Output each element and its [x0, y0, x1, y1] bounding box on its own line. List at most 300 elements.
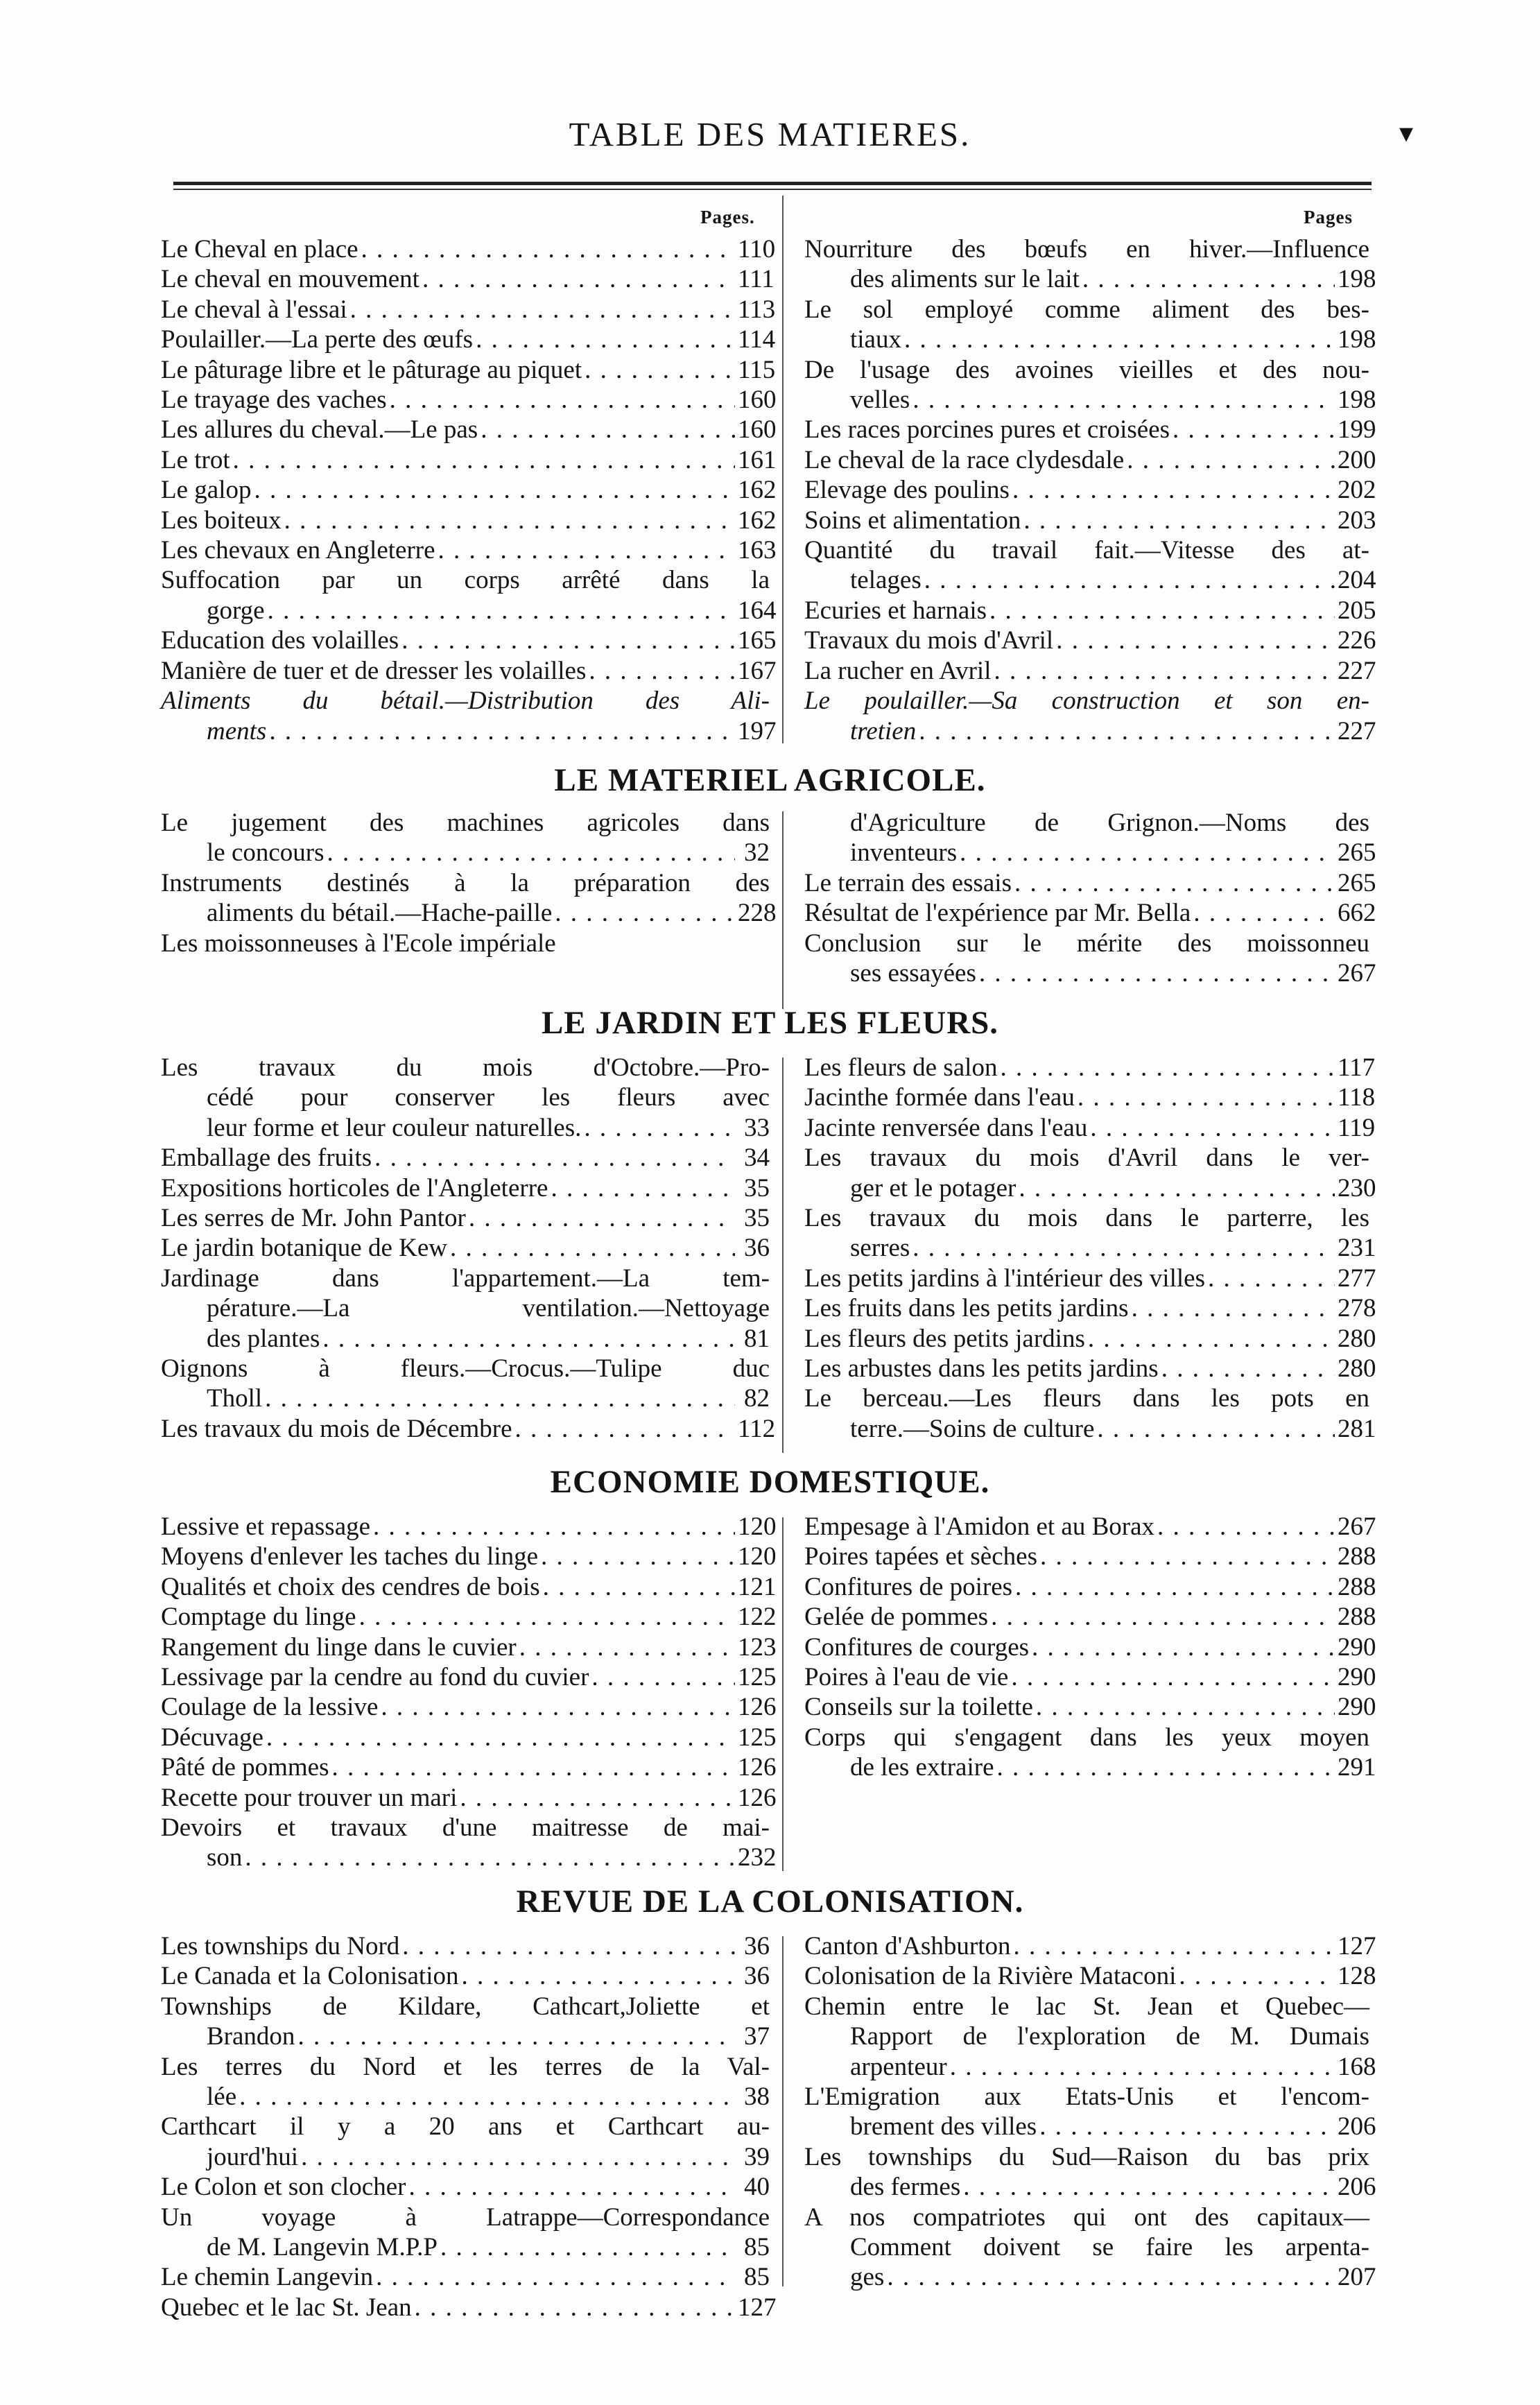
page-number: 197 — [738, 716, 777, 745]
dot-leader — [994, 656, 1335, 686]
toc-entry-line — [161, 2172, 770, 2202]
page-number: 288 — [1338, 1542, 1376, 1571]
dot-leader — [376, 2262, 735, 2292]
toc-entry — [161, 535, 777, 565]
page-number: 127 — [738, 2293, 777, 2322]
toc-entry-title: Le trot — [161, 445, 230, 474]
column-divider — [782, 1058, 784, 1453]
toc-entry — [161, 2203, 770, 2263]
toc-entry-title: Le Cheval en place — [161, 235, 358, 264]
page-title: TABLE DES MATIERES. — [569, 115, 971, 153]
page-number: 110 — [738, 235, 776, 264]
toc-entry-title: gorge — [207, 596, 265, 625]
toc-entry-line — [804, 1233, 1376, 1263]
toc-entry-title: Ecuries et harnais — [804, 596, 987, 625]
dot-leader — [359, 1602, 735, 1632]
toc-entry-title: Gelée de pommes — [804, 1603, 989, 1632]
toc-entry-line — [804, 1632, 1376, 1662]
toc-entry-line — [161, 1723, 777, 1752]
toc-entry — [804, 234, 1376, 295]
dot-leader — [1039, 2112, 1335, 2141]
page-number: 265 — [1338, 868, 1376, 897]
toc-entry-line — [161, 1692, 777, 1722]
toc-column-left — [161, 1512, 777, 1873]
page-number: 206 — [1338, 2112, 1376, 2141]
toc-entry-line — [161, 596, 777, 626]
section-title: ECONOMIE DOMESTIQUE. — [550, 1464, 990, 1500]
toc-entry-title: Empesage à l'Amidon et au Borax — [804, 1512, 1154, 1541]
page-number: 232 — [738, 1843, 777, 1872]
toc-entry-line — [804, 1961, 1376, 1991]
toc-entry-title: Manière de tuer et de dresser les volailles — [161, 656, 587, 685]
toc-entry — [161, 1992, 770, 2052]
dot-leader — [1208, 1264, 1335, 1293]
page-number: 203 — [1338, 506, 1376, 535]
page-number: 198 — [1338, 265, 1376, 294]
toc-entry-title: Les allures du cheval.—Le pas — [161, 415, 478, 445]
toc-entry-title: Les townships du Nord — [161, 1932, 400, 1960]
toc-entry-line: Le sol employé comme aliment des bes- — [804, 295, 1369, 324]
toc-entry-title: des fermes — [850, 2173, 961, 2202]
toc-entry-title: jourd'hui — [207, 2142, 299, 2171]
page-number: 126 — [738, 1753, 777, 1782]
page-number: 267 — [1338, 959, 1376, 988]
toc-entry — [161, 415, 777, 445]
toc-entry — [161, 565, 777, 626]
toc-entry — [161, 808, 770, 868]
dot-leader — [381, 1692, 735, 1722]
dot-leader — [991, 1602, 1335, 1632]
toc-entry-line — [804, 1602, 1376, 1632]
toc-entry-title: Les chevaux en Angleterre — [161, 536, 435, 565]
toc-entry — [161, 506, 777, 535]
page-number: 198 — [1338, 386, 1376, 415]
dot-leader — [1014, 868, 1335, 898]
toc-entry-line — [804, 2172, 1376, 2202]
toc-entry-title: des plantes — [207, 1324, 320, 1353]
dot-leader — [585, 355, 735, 385]
toc-entry-line — [161, 1602, 777, 1632]
page-number: 207 — [1338, 2263, 1376, 2292]
toc-entry — [804, 808, 1376, 868]
page-number: 122 — [738, 1603, 777, 1632]
toc-entry-line: Les terres du Nord et les terres de la Val- — [161, 2052, 770, 2081]
toc-entry — [161, 264, 775, 294]
dot-leader — [374, 1143, 735, 1173]
toc-entry-line: Les townships du Sud—Raison du bas prix — [804, 2142, 1369, 2171]
toc-entry-line — [161, 415, 777, 445]
toc-entry — [804, 1083, 1376, 1112]
toc-entry-line — [161, 1931, 770, 1961]
toc-column-left — [161, 1931, 777, 2322]
dot-leader — [1036, 1692, 1335, 1722]
toc-entry-line: Townships de Kildare, Cathcart,Joliette et — [161, 1992, 770, 2021]
toc-entry-line — [161, 1233, 770, 1263]
toc-entry-title: Les serres de Mr. John Pantor — [161, 1204, 466, 1233]
toc-entry-title: Les races porcines pures et croisées — [804, 415, 1170, 445]
dot-leader — [450, 1233, 735, 1263]
toc-entry-title: Les fleurs de salon — [804, 1053, 998, 1082]
dot-leader — [1040, 1542, 1335, 1571]
toc-entry-title: serres — [850, 1234, 910, 1263]
section-title: REVUE DE LA COLONISATION. — [516, 1884, 1024, 1920]
page-number: 281 — [1338, 1414, 1376, 1443]
dot-leader — [989, 596, 1335, 626]
toc-entry — [161, 1572, 777, 1602]
toc-entry-title: Rangement du linge dans le cuvier — [161, 1632, 517, 1662]
toc-entry-line — [161, 1324, 770, 1354]
toc-entry-title: Conseils sur la toilette — [804, 1693, 1033, 1722]
toc-entry-title: Les travaux du mois de Décembre — [161, 1414, 512, 1443]
dot-leader — [401, 626, 735, 655]
toc-entry-title: Elevage des poulins — [804, 476, 1010, 505]
toc-entry-title: Les moissonneuses à l'Ecole impériale — [161, 929, 556, 958]
toc-entry-title: Le terrain des essais — [804, 868, 1012, 897]
toc-entry — [161, 2052, 770, 2112]
toc-entry — [161, 656, 777, 686]
dot-leader — [1161, 1354, 1335, 1383]
toc-entry-line — [161, 385, 777, 415]
dot-leader — [1014, 1931, 1335, 1961]
page-number: 119 — [1338, 1113, 1376, 1142]
column-divider — [782, 811, 784, 1009]
toc-entry-line — [161, 506, 777, 535]
toc-entry-line — [161, 1542, 777, 1571]
toc-entry-title: son — [207, 1843, 243, 1872]
toc-entry-line — [804, 1053, 1376, 1083]
toc-entry-title: tretien — [850, 716, 917, 745]
page-number: 200 — [1338, 445, 1376, 474]
page-number: 126 — [738, 1693, 777, 1722]
page-number: 168 — [1338, 2052, 1376, 2081]
toc-entry-line — [804, 475, 1376, 505]
toc-entry — [161, 2262, 770, 2292]
toc-entry-line — [161, 1414, 776, 1444]
toc-entry-title: Tholl — [207, 1384, 263, 1413]
toc-column-right — [804, 1053, 1376, 1444]
page-number: 128 — [1338, 1962, 1376, 1991]
toc-entry-line: d'Agriculture de Grignon.—Noms des — [850, 809, 1369, 837]
toc-entry — [161, 1602, 777, 1632]
toc-entry-line — [804, 565, 1376, 595]
toc-entry-title: Canton d'Ashburton — [804, 1932, 1011, 1960]
toc-entry-line — [161, 295, 776, 325]
toc-entry-line — [804, 1931, 1376, 1961]
toc-entry-title: Pâté de pommes — [161, 1753, 329, 1782]
toc-entry — [161, 1053, 770, 1143]
toc-column-left — [161, 808, 777, 958]
dot-leader — [373, 1512, 735, 1542]
toc-entry — [161, 626, 777, 655]
dot-leader — [422, 264, 735, 294]
dot-leader — [912, 1233, 1335, 1263]
toc-entry-line — [804, 596, 1376, 626]
toc-entry-line: Oignons à fleurs.—Crocus.—Tulipe duc — [161, 1354, 770, 1383]
toc-entry — [161, 445, 777, 475]
dot-leader — [1015, 1572, 1335, 1602]
dot-leader — [515, 1414, 735, 1444]
toc-entry-line: Le jugement des machines agricoles dans — [161, 809, 770, 837]
page-number: 125 — [738, 1663, 777, 1692]
page-number: 113 — [738, 295, 776, 324]
page-number: 278 — [1338, 1294, 1376, 1323]
toc-entry-line — [161, 2142, 770, 2172]
header-rule-thin — [173, 189, 1372, 190]
toc-entry-line — [804, 1113, 1376, 1143]
toc-entry-line: De l'usage des avoines vieilles et des nou- — [804, 355, 1369, 384]
toc-entry-title: velles — [850, 386, 910, 415]
toc-entry-title: lée — [207, 2083, 237, 2112]
dot-leader — [963, 2172, 1335, 2202]
toc-entry-line — [804, 445, 1376, 475]
dot-leader — [254, 475, 735, 505]
toc-entry-line: Instruments destinés à la préparation des — [161, 868, 770, 897]
section-title: LE JARDIN ET LES FLEURS. — [541, 1005, 999, 1041]
pages-label-left: Pages. — [700, 207, 755, 227]
toc-entry-line: Les travaux du mois d'Octobre.—Pro- — [161, 1053, 770, 1082]
page-number: 82 — [744, 1384, 770, 1413]
toc-entry — [804, 1383, 1376, 1444]
toc-entry-line — [161, 1203, 770, 1233]
toc-entry-title: Confitures de poires — [804, 1572, 1013, 1601]
dot-leader — [361, 234, 735, 264]
page-number: 288 — [1338, 1603, 1376, 1632]
toc-entry-title: Poulailler.—La perte des œufs — [161, 325, 474, 354]
dot-leader — [1012, 475, 1335, 505]
toc-entry — [161, 1354, 770, 1414]
toc-entry-line — [804, 325, 1376, 354]
dot-leader — [476, 325, 735, 354]
toc-entry-line — [804, 656, 1376, 686]
toc-entry — [161, 1203, 770, 1233]
toc-entry-title: Lessive et repassage — [161, 1512, 371, 1541]
toc-entry-line — [804, 415, 1376, 445]
page-number: 85 — [744, 2233, 770, 2262]
toc-entry-line — [804, 2052, 1376, 2082]
toc-entry-title: Quebec et le lac St. Jean — [161, 2293, 412, 2322]
page-number: 280 — [1338, 1354, 1376, 1383]
toc-entry-line — [804, 1324, 1376, 1354]
toc-entry-title: Le pâturage libre et le pâturage au piquet — [161, 355, 582, 384]
page-number: 35 — [744, 1204, 770, 1233]
toc-entry — [161, 234, 776, 264]
toc-entry — [161, 1542, 777, 1571]
toc-entry — [804, 1662, 1376, 1692]
toc-entry — [804, 1354, 1376, 1383]
dot-leader — [519, 1632, 735, 1662]
toc-entry — [804, 1572, 1376, 1602]
toc-entry — [804, 1203, 1376, 1264]
dot-leader — [1127, 445, 1335, 475]
dot-leader — [245, 1843, 735, 1872]
toc-entry-title: Le cheval à l'essai — [161, 295, 347, 324]
page-number: 280 — [1338, 1324, 1376, 1353]
toc-entry-title: Education des volailles — [161, 626, 399, 655]
toc-entry-line: Devoirs et travaux d'une maitresse de mai- — [161, 1813, 770, 1843]
page-number: 662 — [1338, 899, 1376, 928]
toc-entry-line: Corps qui s'engagent dans les yeux moyen — [804, 1723, 1369, 1752]
toc-entry-line — [161, 535, 777, 565]
page-number: 123 — [738, 1632, 777, 1662]
toc-entry-title: ger et le potager — [850, 1173, 1016, 1202]
toc-entry — [161, 325, 776, 354]
toc-entry — [804, 1053, 1376, 1083]
toc-entry — [804, 1542, 1376, 1571]
toc-entry-line — [161, 1383, 770, 1413]
toc-entry — [804, 2142, 1376, 2203]
toc-entry-line — [161, 716, 777, 746]
dot-leader — [440, 2232, 735, 2262]
page-number: 267 — [1338, 1512, 1376, 1541]
toc-entry-title: Recette pour trouver un mari — [161, 1783, 458, 1812]
toc-entry-line — [804, 1572, 1376, 1602]
dot-leader — [1078, 1083, 1335, 1112]
dot-leader — [233, 445, 735, 475]
page-number: 120 — [738, 1512, 777, 1541]
toc-entry-line — [804, 1512, 1376, 1542]
toc-entry-line — [804, 264, 1376, 294]
dot-leader — [555, 898, 735, 928]
toc-entry — [161, 2293, 777, 2322]
toc-entry-title: Moyens d'enlever les taches du linge — [161, 1542, 539, 1571]
toc-entry-line: Un voyage à Latrappe—Correspondance — [161, 2203, 770, 2232]
toc-entry-title: Le trayage des vaches — [161, 386, 387, 415]
toc-entry-line — [161, 445, 777, 475]
page-number: 290 — [1338, 1693, 1376, 1722]
toc-entry-line — [804, 2262, 1376, 2292]
page-number: 164 — [738, 596, 777, 625]
column-divider — [782, 1936, 784, 2286]
dot-leader — [460, 1783, 735, 1813]
toc-entry-line — [161, 1113, 770, 1143]
dot-leader — [327, 838, 735, 868]
dot-leader — [301, 2142, 735, 2172]
dot-leader — [1019, 1173, 1335, 1203]
toc-entry-title: Les fruits dans les petits jardins — [804, 1294, 1129, 1323]
toc-entry-line — [161, 1843, 777, 1872]
dot-leader — [904, 325, 1335, 354]
dot-leader — [1056, 626, 1335, 655]
toc-entry-line — [804, 1662, 1376, 1692]
toc-entry — [804, 868, 1376, 898]
page-number: 111 — [738, 265, 775, 294]
dot-leader — [1179, 1961, 1335, 1991]
toc-entry — [161, 929, 770, 958]
toc-entry-line — [804, 958, 1376, 988]
dot-leader — [269, 716, 735, 746]
page-number: 163 — [738, 536, 777, 565]
toc-entry-title: aliments du bétail.—Hache-paille — [207, 899, 553, 928]
toc-entry — [161, 1414, 776, 1444]
toc-entry-title: Le Colon et son clocher — [161, 2173, 406, 2202]
toc-entry-line — [804, 838, 1376, 868]
toc-entry-title: Les petits jardins à l'intérieur des villes — [804, 1264, 1205, 1293]
toc-entry-line — [161, 626, 777, 655]
toc-entry — [161, 686, 777, 746]
toc-entry-title: Le jardin botanique de Kew — [161, 1234, 448, 1263]
toc-entry-title: Jacinthe formée dans l'eau — [804, 1083, 1075, 1112]
toc-entry — [161, 1723, 777, 1752]
page-number: 167 — [738, 656, 777, 685]
toc-entry-line: Jardinage dans l'appartement.—La tem- — [161, 1264, 770, 1293]
dot-leader — [462, 1961, 736, 1991]
toc-entry-title: Confitures de courges — [804, 1632, 1030, 1662]
toc-entry — [804, 295, 1376, 355]
toc-entry-title: telages — [850, 566, 922, 595]
page-number: 36 — [744, 1234, 770, 1263]
toc-entry-title: Le chemin Langevin — [161, 2263, 374, 2292]
toc-entry — [804, 898, 1376, 928]
toc-entry-title: Comptage du linge — [161, 1603, 356, 1632]
toc-entry — [161, 1961, 770, 1991]
toc-entry-line — [161, 2022, 770, 2051]
toc-entry — [161, 1632, 777, 1662]
dot-leader — [408, 2172, 735, 2202]
toc-entry-line: pérature.—La ventilation.—Nettoyage — [207, 1294, 770, 1323]
toc-entry-title: Poires tapées et sèches — [804, 1542, 1037, 1571]
dot-leader — [950, 2052, 1335, 2082]
dot-leader — [997, 1752, 1335, 1782]
toc-entry-title: Poires à l'eau de vie — [804, 1663, 1009, 1692]
toc-entry-line — [161, 1783, 777, 1813]
toc-entry-title: inventeurs — [850, 838, 958, 868]
toc-entry-title: le concours — [207, 838, 325, 868]
toc-entry-line — [161, 1752, 777, 1782]
toc-entry-line — [804, 385, 1376, 415]
dot-leader — [297, 2022, 735, 2051]
page-number: 127 — [1338, 1932, 1376, 1960]
toc-entry-title: ments — [207, 716, 267, 745]
dot-leader — [415, 2293, 735, 2322]
dot-leader — [541, 1542, 735, 1571]
dot-leader — [887, 2262, 1335, 2292]
dot-leader — [543, 1572, 735, 1602]
toc-entry-title: brement des villes — [850, 2112, 1037, 2141]
page-number: 35 — [744, 1173, 770, 1202]
dot-leader — [1193, 898, 1335, 928]
toc-entry — [161, 2112, 770, 2172]
toc-entry — [804, 355, 1376, 415]
toc-entry-line: Le berceau.—Les fleurs dans les pots en — [804, 1384, 1369, 1413]
dot-leader — [1023, 506, 1335, 535]
toc-entry-title: Travaux du mois d'Avril — [804, 626, 1054, 655]
toc-entry-line — [161, 656, 777, 686]
dot-leader — [551, 1173, 735, 1203]
toc-entry — [804, 1293, 1376, 1323]
dot-leader — [322, 1324, 735, 1354]
page-number: 161 — [738, 445, 777, 474]
dot-leader — [924, 565, 1335, 595]
toc-entry — [161, 1813, 777, 1873]
toc-entry-line: A nos compatriotes qui ont des capitaux— — [804, 2203, 1369, 2232]
toc-entry-line: cédé pour conserver les fleurs avec — [207, 1083, 770, 1112]
toc-entry-line — [804, 1354, 1376, 1383]
dot-leader — [266, 1723, 735, 1752]
toc-entry — [804, 1632, 1376, 1662]
toc-entry-title: Décuvage — [161, 1723, 263, 1752]
toc-entry-title: Brandon — [207, 2022, 295, 2051]
toc-entry-line — [161, 2082, 770, 2112]
toc-entry-title: tiaux — [850, 325, 901, 354]
toc-entry-title: ges — [850, 2263, 885, 2292]
toc-entry-line — [804, 898, 1376, 928]
page-number: 228 — [738, 899, 777, 928]
toc-entry — [161, 1783, 777, 1813]
page-number: 118 — [1338, 1083, 1376, 1112]
toc-entry-line: Suffocation par un corps arrêté dans la — [161, 566, 770, 595]
toc-entry — [804, 1692, 1376, 1722]
toc-entry-line — [804, 626, 1376, 655]
